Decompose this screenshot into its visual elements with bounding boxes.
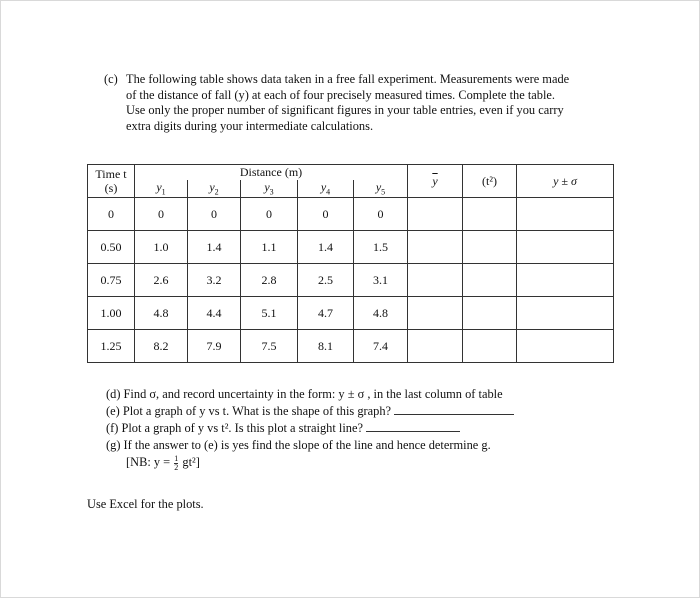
time-cell: 0.75: [88, 264, 135, 297]
y-cell: 0: [354, 198, 408, 231]
y5-header: $y_5$: [354, 180, 408, 198]
nb-fraction: [174, 455, 178, 472]
t2-header: (t²): [463, 165, 517, 198]
ybar-header: $\overline{y}$: [408, 165, 463, 198]
table-row: [88, 264, 614, 297]
y-cell: 0: [241, 198, 298, 231]
question-d: (d) Find σ, and record uncertainty in the form: y ± σ , in the last column of table: [106, 387, 503, 401]
questions-list: [106, 386, 576, 472]
nb-fraction-num: 1: [174, 453, 179, 463]
distance-header: Distance (m): [135, 165, 408, 181]
nb-suffix: gt²]: [182, 455, 200, 469]
ysigma-header: y ± σ: [517, 165, 614, 198]
nb-fraction-den: 2: [174, 462, 179, 472]
y-cell: 0: [135, 198, 188, 231]
intro-line-2: of the distance of fall (y) at each of four precisely measured times. Complete the table.: [126, 87, 556, 102]
y-cell: 1.0: [135, 231, 188, 264]
y-cell: 4.7: [298, 297, 354, 330]
question-f: [106, 420, 576, 437]
answer-blank-e[interactable]: [394, 403, 514, 415]
ybar-cell[interactable]: [408, 264, 463, 297]
nb-prefix: [NB: y =: [126, 455, 171, 469]
footer-note: Use Excel for the plots.: [87, 497, 204, 511]
t2-cell[interactable]: [463, 231, 517, 264]
y-cell: 2.6: [135, 264, 188, 297]
free-fall-table: [87, 164, 614, 363]
question-g: (g) If the answer to (e) is yes find the slope of the line and hence determine g.: [106, 438, 491, 452]
time-cell: 0.50: [88, 231, 135, 264]
ysigma-cell[interactable]: [517, 297, 614, 330]
t2-cell[interactable]: [463, 297, 517, 330]
time-cell: 1.25: [88, 330, 135, 363]
answer-blank-f[interactable]: [366, 420, 460, 432]
ysigma-cell[interactable]: [517, 264, 614, 297]
y-cell: 5.1: [241, 297, 298, 330]
ysigma-cell[interactable]: [517, 231, 614, 264]
y-cell: 4.4: [188, 297, 241, 330]
intro-line-3: Use only the proper number of significant figures in your table entries, even if you carry: [126, 103, 564, 117]
ysigma-cell[interactable]: [517, 198, 614, 231]
table-row: [88, 231, 614, 264]
question-e: [106, 403, 576, 420]
intro-line-1: The following table shows data taken in a free fall experiment. Measurements were made: [126, 72, 570, 86]
y-cell: 1.4: [188, 231, 241, 264]
y4-header: $y_4$: [298, 180, 354, 198]
ybar-cell[interactable]: [408, 297, 463, 330]
y-cell: 1.5: [354, 231, 408, 264]
y-cell: 0: [188, 198, 241, 231]
y-cell: 0: [298, 198, 354, 231]
intro-paragraph: [104, 72, 624, 134]
question-e-text: (e) Plot a graph of y vs t. What is the shape of this graph?: [106, 404, 392, 418]
table-row: [88, 297, 614, 330]
y-cell: 4.8: [354, 297, 408, 330]
y3-header: $y_3$: [241, 180, 298, 198]
y-cell: 7.9: [188, 330, 241, 363]
y-cell: 1.1: [241, 231, 298, 264]
intro-label: (c): [104, 72, 118, 86]
t2-cell[interactable]: [463, 198, 517, 231]
table-row: [88, 330, 614, 363]
y1-header: $y_1$: [135, 180, 188, 198]
nb-formula: [106, 454, 576, 472]
y-cell: 8.1: [298, 330, 354, 363]
y-cell: 8.2: [135, 330, 188, 363]
question-f-text: (f) Plot a graph of y vs t². Is this plot a straight line?: [106, 421, 363, 435]
time-header-unit: (s): [104, 181, 118, 195]
y-cell: 2.8: [241, 264, 298, 297]
y-cell: 4.8: [135, 297, 188, 330]
ysigma-cell[interactable]: [517, 330, 614, 363]
y-cell: 7.5: [241, 330, 298, 363]
y-cell: 3.1: [354, 264, 408, 297]
time-cell: 1.00: [88, 297, 135, 330]
y2-header: $y_2$: [188, 180, 241, 198]
t2-cell[interactable]: [463, 330, 517, 363]
y-cell: 1.4: [298, 231, 354, 264]
time-header-label: Time t: [95, 167, 127, 181]
table-row: [88, 198, 614, 231]
intro-line-4: extra digits during your intermediate calculations.: [126, 118, 374, 133]
ybar-cell[interactable]: [408, 330, 463, 363]
t2-cell[interactable]: [463, 264, 517, 297]
time-header: [88, 165, 135, 198]
ybar-cell[interactable]: [408, 231, 463, 264]
ybar-cell[interactable]: [408, 198, 463, 231]
y-cell: 7.4: [354, 330, 408, 363]
y-cell: 2.5: [298, 264, 354, 297]
y-cell: 3.2: [188, 264, 241, 297]
time-cell: 0: [88, 198, 135, 231]
